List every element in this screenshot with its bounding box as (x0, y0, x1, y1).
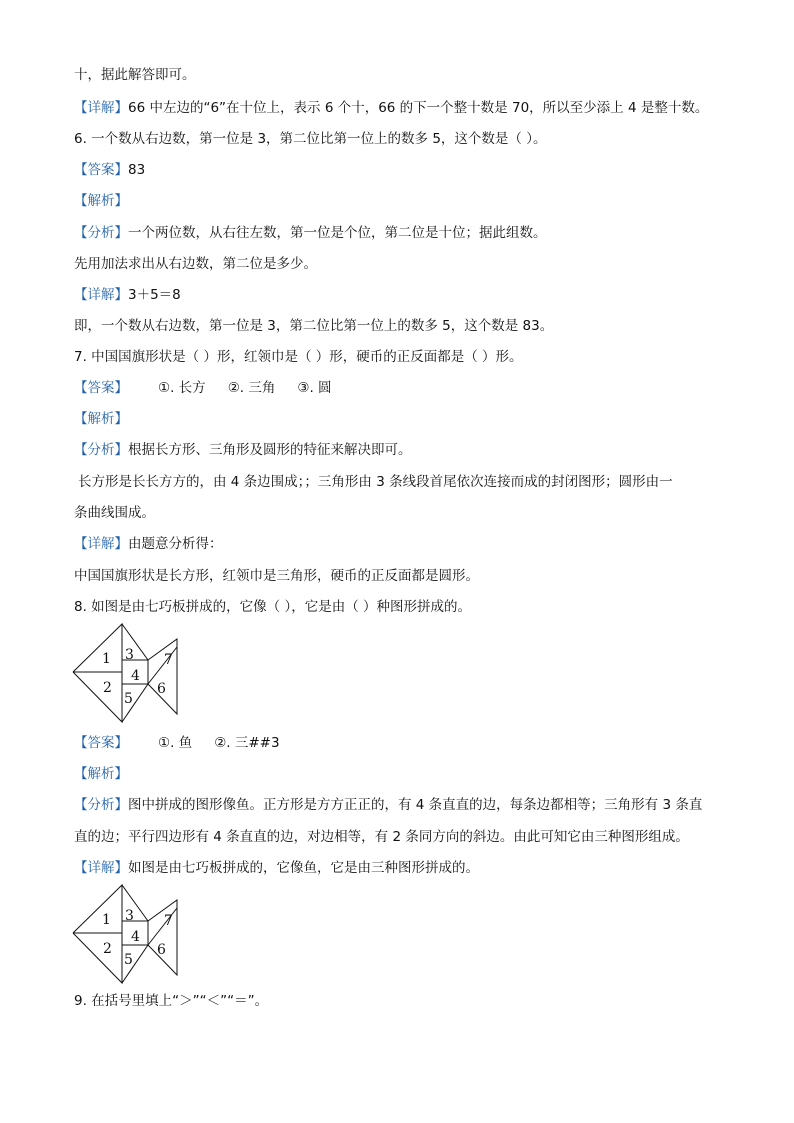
answer-option-2: ②. 三##3 (214, 735, 280, 751)
text-line: 即，一个数从右边数，第一位是 3，第二位比第一位上的数多 5，这个数是 83。 (74, 318, 554, 334)
answer-option-1: ①. 长方 (158, 380, 206, 396)
answer-option-3: ③. 圆 (297, 380, 332, 396)
text-line (74, 99, 708, 117)
tangram-label: 2 (103, 680, 112, 696)
answer-line (74, 379, 332, 397)
question-7: 7. 中国国旗形状是（ ）形，红领巾是（ ）形，硬币的正反面都是（ ）形。 (74, 349, 523, 365)
answer-text: 83 (128, 162, 146, 178)
detail-line (74, 535, 223, 553)
fenxi-tag: 【分析】 (74, 797, 128, 813)
tangram-label: 6 (157, 681, 166, 697)
answer-tag: 【答案】 (74, 162, 128, 178)
tangram-label: 7 (164, 652, 173, 668)
analysis-tag: 【解析】 (74, 193, 128, 209)
tangram-label: 3 (125, 908, 134, 924)
tangram-label: 4 (131, 929, 140, 945)
answer-tag: 【答案】 (74, 380, 128, 396)
detail-line (74, 859, 479, 877)
question-9: 9. 在括号里填上“＞”“＜”“＝”。 (74, 993, 269, 1009)
text-line: 直的边；平行四边形有 4 条直直的边，对边相等，有 2 条同方向的斜边。由此可知它由三种图形组成。 (74, 829, 689, 845)
text-line: 先用加法求出从右边数，第二位是多少。 (74, 256, 317, 272)
detail-text: 如图是由七巧板拼成的，它像鱼，它是由三种图形拼成的。 (128, 860, 479, 876)
detail-tag: 【详解】 (74, 536, 128, 552)
text-line: 长方形是长长方方的，由 4 条边围成；；三角形由 3 条线段首尾依次连接而成的封闭图形；圆形由一 (78, 474, 673, 490)
answer-line (74, 161, 145, 179)
fenxi-text: 一个两位数，从右往左数，第一位是个位，第二位是十位；据此组数。 (128, 225, 547, 241)
tangram-label: 1 (102, 912, 111, 928)
answer-line (74, 734, 280, 752)
analysis-tag: 【解析】 (74, 766, 128, 782)
question-6: 6. 一个数从右边数，第一位是 3，第二位比第一位上的数多 5，这个数是（ ）。 (74, 131, 547, 147)
detail-text: 由题意分析得： (128, 536, 223, 552)
answer-tag: 【答案】 (74, 735, 128, 751)
detail-tag: 【详解】 (74, 287, 128, 303)
fenxi-text: 根据长方形、三角形及圆形的特征来解决即可。 (128, 442, 412, 458)
tangram-fish-figure (70, 883, 182, 985)
tangram-label: 5 (124, 952, 133, 968)
answer-option-2: ②. 三角 (227, 380, 276, 396)
detail-tag: 【详解】 (74, 100, 128, 116)
tangram-label: 7 (164, 913, 173, 929)
text-line: 条曲线围成。 (74, 505, 155, 521)
answer-option-1: ①. 鱼 (158, 735, 193, 751)
analysis-line (74, 796, 702, 814)
tangram-label: 4 (131, 668, 140, 684)
tangram-label: 6 (157, 942, 166, 958)
detail-line (74, 286, 181, 304)
detail-tag: 【详解】 (74, 860, 128, 876)
fenxi-text: 图中拼成的图形像鱼。正方形是方方正正的，有 4 条直直的边，每条边都相等；三角形有 3 条直 (128, 797, 703, 813)
analysis-line (74, 224, 547, 242)
tangram-fish-figure (70, 622, 182, 724)
tangram-label: 3 (125, 647, 134, 663)
tangram-label: 2 (103, 941, 112, 957)
analysis-tag: 【解析】 (74, 411, 128, 427)
question-8: 8. 如图是由七巧板拼成的，它像（ ），它是由（ ）种图形拼成的。 (74, 599, 472, 615)
tangram-label: 1 (102, 651, 111, 667)
fenxi-tag: 【分析】 (74, 442, 128, 458)
detail-text: 66 中左边的“6”在十位上，表示 6 个十，66 的下一个整十数是 70，所以至少添上 4 是整十数。 (128, 100, 709, 116)
tangram-label: 5 (124, 691, 133, 707)
analysis-line (74, 441, 412, 459)
detail-text: 3＋5＝8 (128, 287, 181, 303)
text-line: 十，据此解答即可。 (74, 67, 196, 83)
fenxi-tag: 【分析】 (74, 225, 128, 241)
text-line: 中国国旗形状是长方形，红领巾是三角形，硬币的正反面都是圆形。 (74, 568, 479, 584)
